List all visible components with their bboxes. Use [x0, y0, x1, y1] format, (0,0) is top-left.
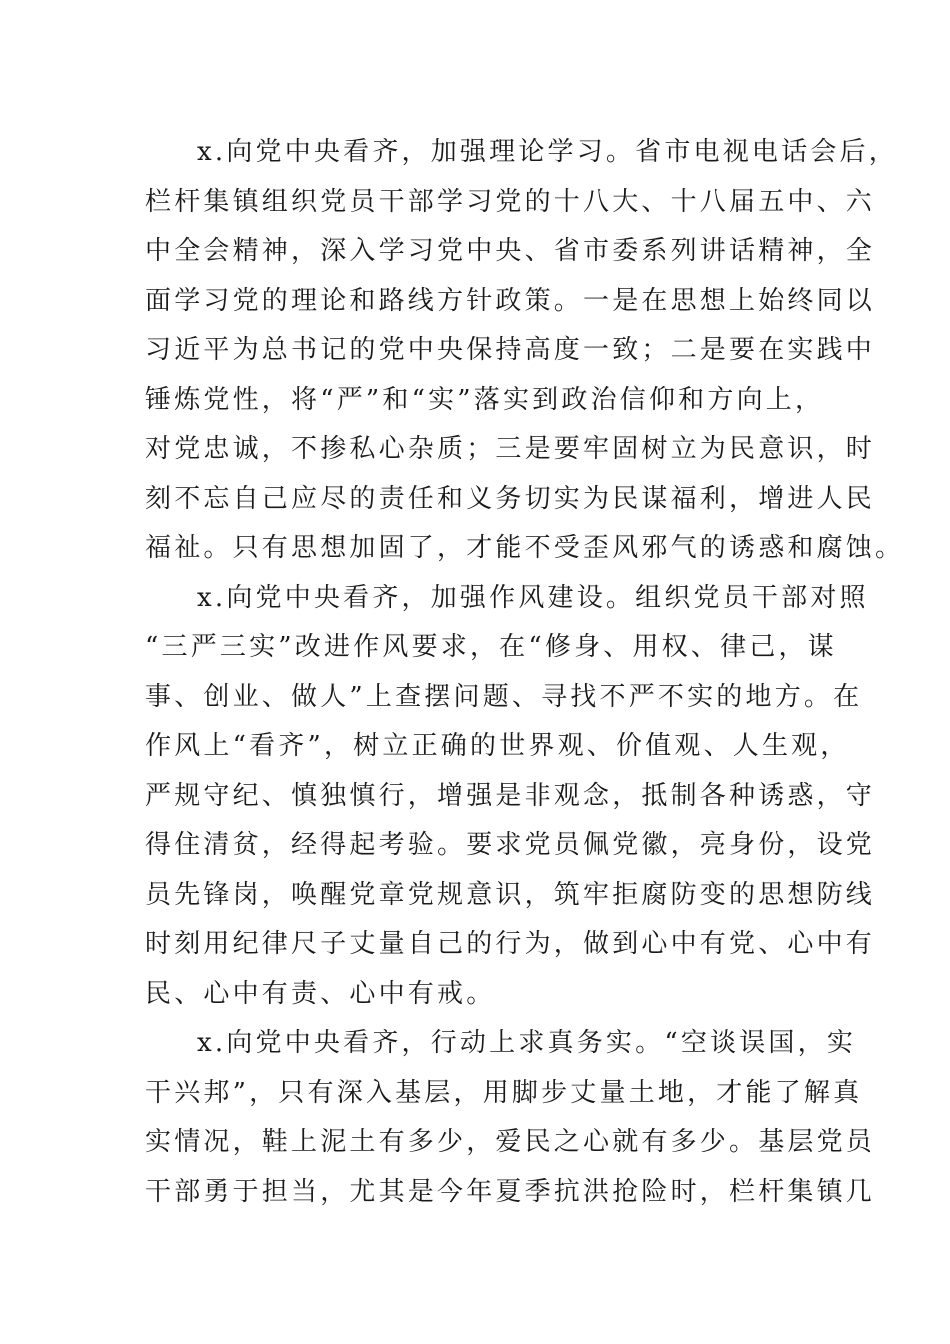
paragraph-theory-study	[145, 128, 905, 574]
paragraph-line: 民、心中有责、心中有戒。	[145, 978, 496, 1009]
paragraph-line: 员先锋岗，唤醒党章党规意识，筑牢拒腐防变的思想防线	[145, 879, 876, 910]
paragraph-line: 严规守纪、慎独慎行，增强是非观念，抵制各种诱惑，守	[145, 780, 876, 811]
paragraph-line: x.向党中央看齐，加强作风建设。组织党员干部对照	[197, 582, 869, 613]
paragraph-pragmatic-action	[145, 1019, 876, 1217]
paragraph-line: “三严三实”改进作风要求，在“修身、用权、律己，谋	[145, 632, 837, 662]
paragraph-line: 习近平为总书记的党中央保持高度一致；二是要在实践中	[145, 335, 876, 365]
paragraph-line: 时刻用纪律尺子丈量自己的行为，做到心中有党、心中有	[145, 929, 876, 959]
paragraph-line: x.向党中央看齐，加强理论学习。省市电视电话会后，	[197, 137, 898, 167]
paragraph-work-style	[145, 574, 876, 1020]
paragraph-line: 作风上“看齐”，树立正确的世界观、价值观、人生观，	[145, 731, 850, 761]
paragraph-line: 事、创业、做人”上查摆问题、寻找不严不实的地方。在	[145, 681, 863, 712]
paragraph-line: 得住清贫，经得起考验。要求党员佩党徽，亮身份，设党	[145, 830, 876, 860]
paragraph-line: 中全会精神，深入学习党中央、省市委系列讲话精神，全	[145, 236, 876, 266]
document-body	[145, 128, 905, 1217]
paragraph-line: 干部勇于担当，尤其是今年夏季抗洪抢险时，栏杆集镇几	[145, 1176, 876, 1207]
paragraph-line: x.向党中央看齐，行动上求真务实。“空谈误国，实	[197, 1028, 857, 1058]
paragraph-line: 对党忠诚，不掺私心杂质；三是要牢固树立为民意识，时	[145, 434, 876, 464]
paragraph-line: 面学习党的理论和路线方针政策。一是在思想上始终同以	[145, 285, 876, 316]
paragraph-line: 实情况，鞋上泥土有多少，爱民之心就有多少。基层党员	[145, 1127, 876, 1157]
paragraph-line: 刻不忘自己应尽的责任和义务切实为民谋福利，增进人民	[145, 483, 876, 514]
paragraph-line: 锤炼党性，将“严”和“实”落实到政治信仰和方向上，	[145, 384, 825, 415]
paragraph-line: 干兴邦”，只有深入基层，用脚步丈量土地，才能了解真	[145, 1077, 863, 1108]
paragraph-line: 栏杆集镇组织党员干部学习党的十八大、十八届五中、六	[145, 186, 876, 217]
paragraph-line: 福祉。只有思想加固了，才能不受歪风邪气的诱惑和腐蚀。	[145, 533, 905, 563]
